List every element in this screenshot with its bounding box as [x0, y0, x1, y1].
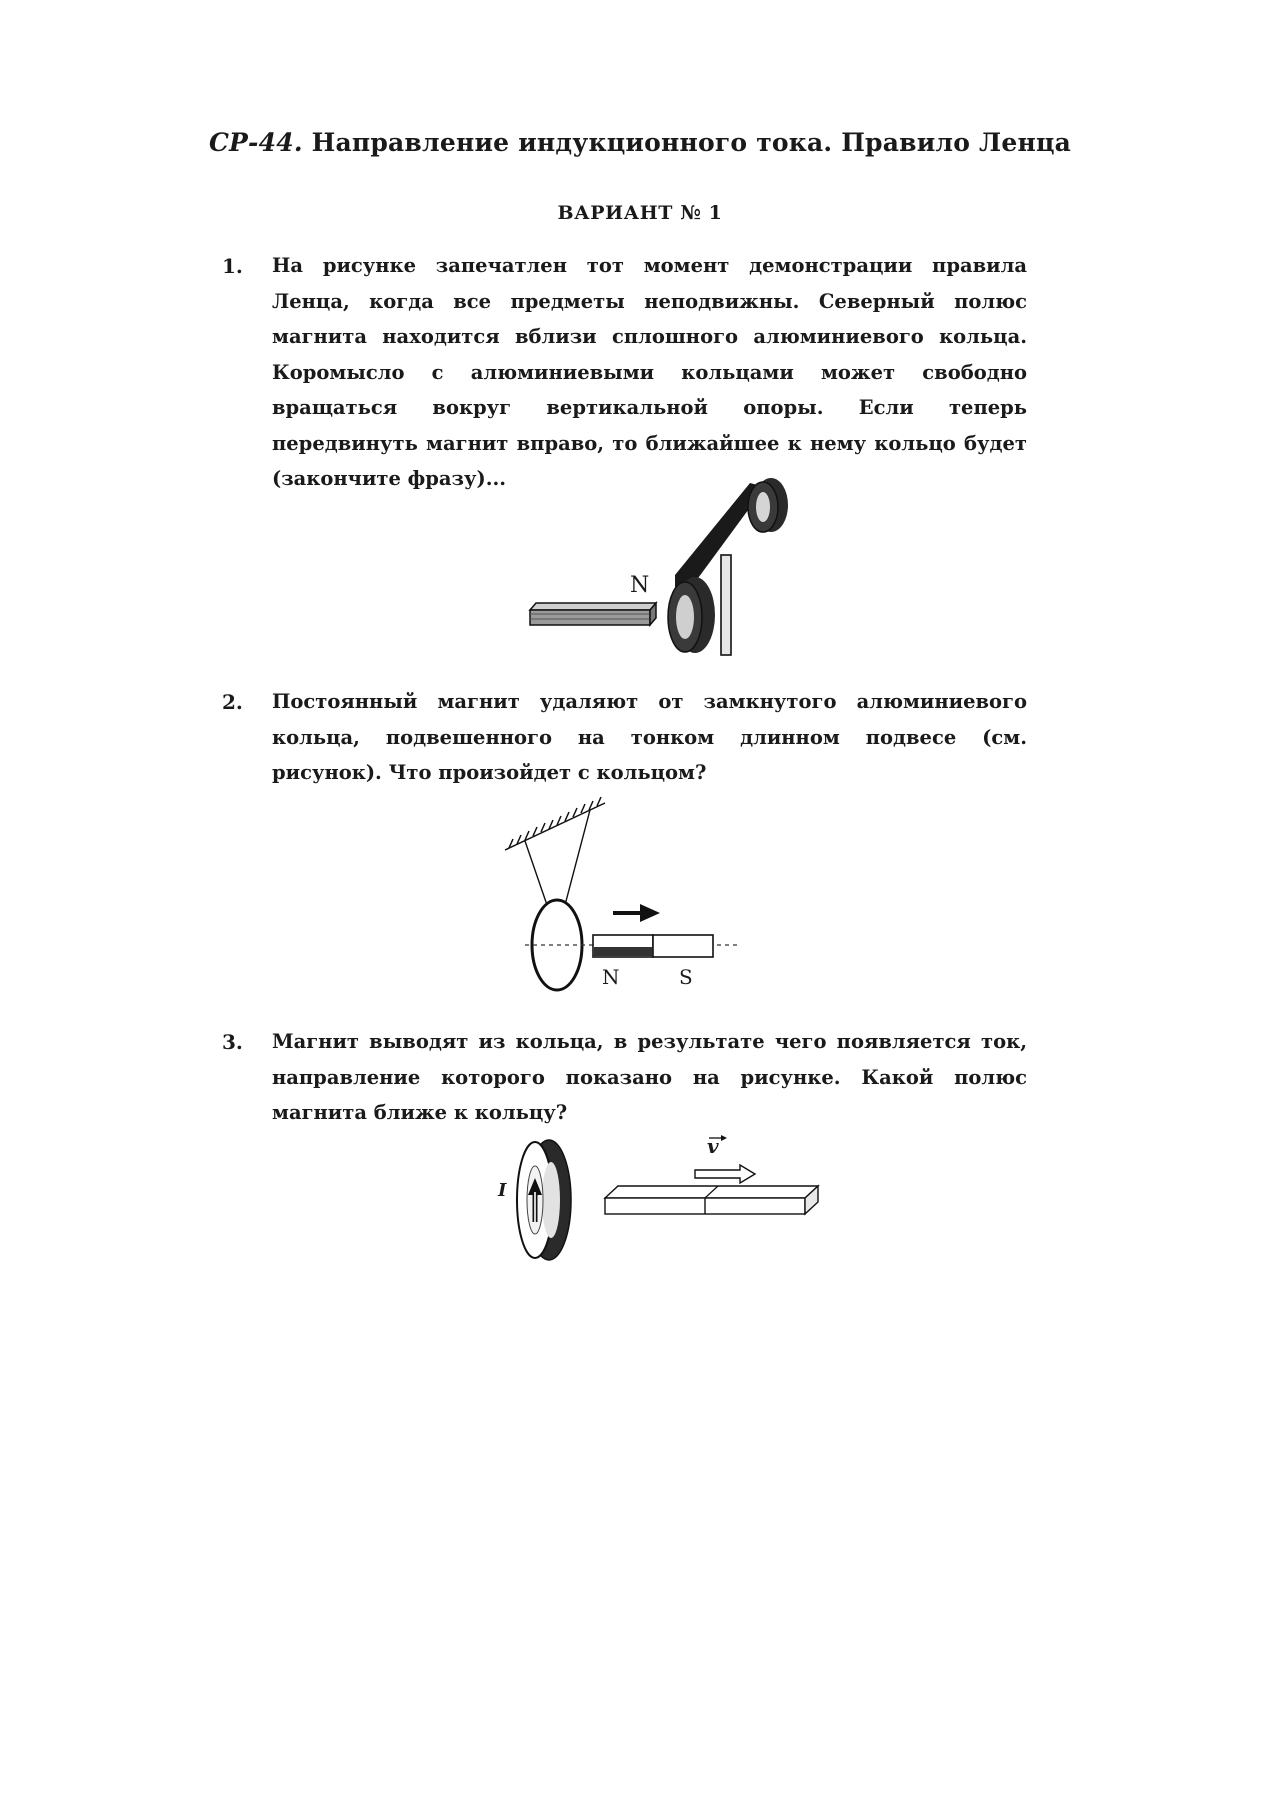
ceiling-hatch [505, 797, 605, 850]
task-1-text: На рисунке запечатлен тот момент демонстрации правила Ленца, когда все предметы неподвижны. Северный полюс магнита находится вблизи сплошного алюминиевого кольца. Коромысло с алюминиевыми кольцами может свободно вращаться вокруг вертикальной опоры. Если теперь передвинуть магнит вправо, то ближайшее к нему кольцо будет (закончите фразу)... [272, 254, 1027, 490]
motion-arrow [613, 904, 660, 922]
task-2-number: 2. [222, 690, 243, 714]
magnet-bar-3d [605, 1186, 818, 1214]
support-post [721, 555, 731, 655]
worksheet-title: Направление индукционного тока. Правило Ленца [311, 128, 1072, 157]
velocity-arrow [695, 1165, 755, 1183]
worksheet-code: СР-44. [208, 128, 303, 157]
magnet-north-label: N [602, 965, 620, 989]
task-3-number: 3. [222, 1030, 243, 1054]
magnet-south-label: S [679, 965, 693, 989]
velocity-label: v [707, 1134, 719, 1158]
page-title [0, 128, 1280, 157]
north-pole-label: N [630, 573, 650, 598]
coil-ring [517, 1140, 571, 1260]
variant-heading: ВАРИАНТ № 1 [557, 202, 723, 224]
task-1-figure [525, 475, 815, 665]
task-2-figure [495, 795, 755, 1000]
suspension-thread-left [525, 841, 547, 905]
near-ring [668, 577, 715, 653]
suspension-thread-right [565, 810, 590, 905]
task-2-text: Постоянный магнит удаляют от замкнутого алюминиевого кольца, подвешенного на тонком длинном подвесе (см. рисунок). Что произойдет с кольцом? [272, 690, 1027, 784]
task-1-number: 1. [222, 254, 243, 278]
current-label: I [498, 1180, 507, 1201]
task-3-figure [495, 1130, 840, 1270]
task-3-text: Магнит выводят из кольца, в результате чего появляется ток, направление которого показано на рисунке. Какой полюс магнита ближе к кольцу? [272, 1030, 1027, 1124]
bar-magnet [593, 935, 713, 957]
magnet-bar [530, 603, 656, 625]
far-ring [748, 478, 788, 532]
